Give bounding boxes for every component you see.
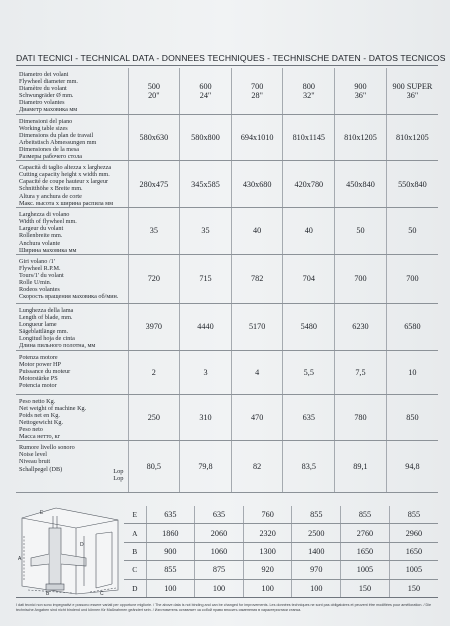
spec-value: 470 — [251, 412, 264, 422]
spec-value: 430x680 — [242, 179, 272, 189]
spec-value: 28" — [251, 90, 263, 100]
spec-label-line: Puissance du moteur — [19, 367, 71, 375]
spec-label-line: Giri volano /1' — [19, 257, 55, 265]
dimension-row — [124, 579, 438, 597]
spec-value-cell — [283, 441, 335, 493]
spec-label-line: Schallpegel (DB) — [19, 465, 63, 473]
spec-value: 10 — [408, 367, 417, 377]
dimension-value: 1400 — [292, 542, 341, 560]
spec-value-cell — [231, 161, 283, 208]
spec-row — [16, 303, 438, 350]
spec-label-line: Length of blade, mm. — [19, 313, 73, 321]
spec-value: 810x1205 — [344, 132, 377, 142]
spec-label-line: Dimensioni del piano — [19, 117, 73, 125]
spec-label-line: Schwungräder Ø mm. — [19, 92, 74, 100]
title-rule — [16, 65, 438, 66]
spec-value-cell — [128, 254, 180, 303]
dimension-row — [124, 524, 438, 542]
dimension-value: 875 — [195, 561, 244, 579]
spec-label-line: Larghezza di volano — [19, 211, 70, 219]
spec-label-line: Длина пильного полотна, мм — [19, 342, 96, 350]
dimension-value: 2500 — [292, 524, 341, 542]
spec-value: 80,5 — [146, 462, 161, 472]
spec-label-line: Peso netto Kg. — [19, 397, 56, 405]
spec-value-cell — [335, 68, 387, 114]
dimension-value: 970 — [292, 561, 341, 579]
dimension-value: 1300 — [243, 542, 292, 560]
spec-value-cell — [231, 208, 283, 255]
spec-label-line: Размеры рабочего стола — [19, 153, 83, 161]
spec-value: 4440 — [197, 322, 214, 332]
spec-value-cell — [128, 161, 180, 208]
band-saw-diagram — [16, 506, 124, 596]
spec-value-cell — [283, 114, 335, 161]
spec-value: 35 — [149, 226, 158, 236]
dimension-value: 2060 — [195, 524, 244, 542]
spec-value: 89,1 — [353, 462, 368, 472]
spec-label-line: Potenza motore — [19, 353, 58, 361]
dimension-value: 150 — [341, 579, 390, 597]
spec-value: 40 — [253, 226, 262, 236]
dimension-value: 1860 — [146, 524, 195, 542]
spec-value-cell — [180, 68, 232, 114]
dimension-key: B — [124, 542, 146, 560]
spec-value-cell — [128, 394, 180, 441]
footnote: I dati tecnici non sono impegnativi e possono essere variati per opportune migliorie. / The above data is not binding and can be changed for improvements. Les données techniques ne sont pas obligatoires et peuvent être modifiées pour amélioration. / Die technische Angaben sind nicht bindend und können für Maßnahmen geändert sein. / Изготовитель оставляет за собой право вносить изменения в характеристики станка. — [16, 603, 432, 612]
spec-value-cell — [283, 254, 335, 303]
spec-row — [16, 161, 438, 208]
spec-value: 36" — [354, 90, 367, 100]
spec-label-line: Lunghezza della lama — [19, 306, 74, 314]
spec-value: 83,5 — [301, 462, 316, 472]
spec-value-cell — [386, 350, 438, 394]
spec-label-line: Rolle U/min. — [19, 278, 52, 286]
spec-value: 720 — [147, 274, 160, 284]
dimension-row — [124, 506, 438, 524]
dimension-value: 1650 — [341, 542, 390, 560]
spec-value-cell — [180, 394, 232, 441]
spec-row — [16, 350, 438, 394]
spec-value: 635 — [302, 412, 315, 422]
spec-label-line: Diamètre du volant — [19, 85, 67, 93]
spec-value-cell — [180, 441, 232, 493]
dimension-value: 855 — [292, 506, 341, 524]
spec-value-cell — [335, 208, 387, 255]
dimension-value: 100 — [195, 579, 244, 597]
spec-row — [16, 68, 438, 114]
spec-value: 5170 — [248, 322, 266, 332]
spec-value-cell — [231, 350, 283, 394]
spec-row — [16, 114, 438, 161]
spec-label-line: Longitud hoja de cinta — [19, 335, 75, 343]
spec-row — [16, 394, 438, 441]
spec-label-line: Nettogewicht Kg. — [19, 418, 63, 426]
spec-value: 580x800 — [191, 132, 220, 142]
spec-value: 704 — [302, 274, 315, 284]
spec-label-line: Motor power HP — [19, 360, 61, 368]
spec-value-cell — [231, 68, 283, 114]
spec-label-line: Width of flywheel mm. — [19, 218, 77, 226]
spec-value: 2 — [151, 367, 156, 377]
spec-label-line: Diametro dei volani — [19, 71, 69, 78]
spec-value: 345x585 — [191, 179, 220, 189]
lop-label: Lop — [113, 468, 124, 476]
dimension-value: 1060 — [195, 542, 244, 560]
spec-value-cell — [386, 394, 438, 441]
dimension-value: 760 — [243, 506, 292, 524]
spec-value-cell — [386, 161, 438, 208]
spec-value: 50 — [408, 226, 417, 236]
spec-value: 32" — [303, 90, 315, 100]
spec-value-cell — [335, 114, 387, 161]
dimension-key: C — [124, 561, 146, 579]
dimension-value: 2320 — [243, 524, 292, 542]
spec-value: 700 — [406, 274, 419, 284]
dimension-value: 2960 — [389, 524, 438, 542]
footer-rule — [16, 597, 438, 598]
spec-value: 50 — [356, 226, 365, 236]
spec-value-cell — [128, 114, 180, 161]
spec-label-cell — [16, 68, 128, 114]
diagram-label-e: E — [40, 510, 44, 516]
spec-value: 94,8 — [405, 462, 420, 472]
spec-value-cell — [283, 303, 335, 350]
spec-value-cell — [283, 161, 335, 208]
spec-value-cell — [231, 394, 283, 441]
spec-value-cell — [128, 441, 180, 493]
spec-value-cell — [231, 441, 283, 493]
spec-label-line: Poids net en Kg. — [19, 411, 60, 419]
dimension-value: 855 — [146, 561, 195, 579]
dimension-value: 635 — [146, 506, 195, 524]
spec-value-cell — [180, 303, 232, 350]
spec-label-line: Rumore livello sonoro — [19, 444, 75, 452]
dimension-key: E — [124, 506, 146, 524]
spec-value: 3970 — [145, 322, 163, 332]
spec-value-cell — [386, 254, 438, 303]
spec-value: 580x630 — [139, 132, 169, 142]
spec-value-cell — [283, 394, 335, 441]
technical-data-table — [16, 68, 438, 493]
spec-label-line: Rollenbreite mm. — [19, 232, 63, 240]
spec-value-cell — [180, 161, 232, 208]
dimension-value: 100 — [146, 579, 195, 597]
spec-label-line: Working table sizes — [19, 124, 68, 132]
spec-label-line: Dimensiones de la mesa — [19, 145, 79, 153]
spec-value-cell — [386, 303, 438, 350]
spec-label-line: Largeur du volant — [19, 225, 64, 233]
spec-value: 900 — [354, 81, 367, 91]
spec-label-line: Rodeos volantes — [19, 286, 60, 294]
spec-value-cell — [386, 114, 438, 161]
spec-label-line: Ширина маховика мм — [19, 246, 77, 254]
dimension-key: D — [124, 579, 146, 597]
spec-value: 6580 — [404, 322, 421, 332]
spec-value-cell — [180, 254, 232, 303]
dimension-value: 855 — [389, 506, 438, 524]
dimension-row — [124, 542, 438, 560]
spec-value: 800 — [302, 81, 315, 91]
spec-value: 700 — [354, 274, 367, 284]
spec-label-line: Tours/1' du volant — [19, 271, 64, 279]
spec-value-cell — [128, 208, 180, 255]
spec-value-cell — [180, 350, 232, 394]
spec-value: 450x840 — [346, 179, 375, 189]
spec-label-line: Скорость вращения маховика об/мин. — [19, 293, 119, 301]
spec-value: 82 — [253, 462, 262, 472]
spec-value: 694x1010 — [240, 132, 274, 142]
spec-value-cell — [335, 161, 387, 208]
spec-row — [16, 441, 438, 493]
spec-value: 810x1205 — [396, 132, 429, 142]
dimension-key: A — [124, 524, 146, 542]
spec-label-line: Niveau bruit — [19, 458, 51, 466]
spec-value: 310 — [199, 412, 212, 422]
spec-label-line: Capacité de coupe hauteur x largeur — [19, 178, 109, 186]
spec-label-line: Масса нетто, кг — [19, 433, 61, 441]
dimension-value: 635 — [195, 506, 244, 524]
spec-label-cell — [16, 114, 128, 161]
spec-value-cell — [128, 350, 180, 394]
spec-value: 280x475 — [139, 179, 169, 189]
spec-value: 20" — [148, 90, 160, 100]
spec-label-line: Motorstärke PS — [19, 374, 58, 382]
spec-value: 420x780 — [294, 179, 324, 189]
spec-value: 500 — [147, 81, 160, 91]
spec-label-cell — [16, 208, 128, 255]
spec-value: 4 — [255, 367, 260, 377]
spec-label-cell — [16, 303, 128, 350]
spec-value: 6230 — [352, 322, 369, 332]
spec-label-line: Peso neto — [19, 426, 43, 434]
dimension-value: 1005 — [389, 561, 438, 579]
spec-label-line: Longueur lame — [19, 320, 57, 328]
spec-row — [16, 208, 438, 255]
spec-value-cell — [180, 208, 232, 255]
spec-value: 250 — [147, 412, 160, 422]
spec-label-cell — [16, 441, 128, 493]
spec-value: 5480 — [300, 322, 317, 332]
spec-label-line: Altura y anchura de corte — [19, 192, 82, 200]
spec-value: 36" — [406, 90, 419, 100]
spec-value-cell — [283, 68, 335, 114]
spec-label-line: Arbeitstisch Abmessungen mm — [19, 138, 97, 146]
spec-label-cell — [16, 254, 128, 303]
spec-value: 35 — [201, 226, 210, 236]
spec-value-cell — [335, 441, 387, 493]
dimension-value: 100 — [292, 579, 341, 597]
spec-value-cell — [386, 68, 438, 114]
spec-label-line: Diametro volantes — [19, 99, 65, 107]
spec-value: 850 — [406, 412, 419, 422]
dimension-value: 1005 — [341, 561, 390, 579]
spec-label-line: Flywheel R.P.M. — [19, 264, 61, 272]
spec-label-line: Noise level — [19, 451, 48, 459]
spec-value: 900 SUPER — [392, 81, 433, 91]
spec-value-cell — [335, 394, 387, 441]
spec-value: 7,5 — [355, 367, 366, 377]
spec-value: 79,8 — [198, 462, 213, 472]
spec-value-cell — [335, 303, 387, 350]
spec-row — [16, 254, 438, 303]
spec-label-cell — [16, 161, 128, 208]
spec-value: 780 — [354, 412, 367, 422]
spec-value-cell — [386, 441, 438, 493]
spec-label-line: Диаметр маховика мм — [19, 106, 78, 114]
dimension-value: 100 — [243, 579, 292, 597]
dimension-value: 2760 — [341, 524, 390, 542]
spec-value: 600 — [199, 81, 212, 91]
spec-value: 700 — [251, 81, 264, 91]
spec-label-line: Cutting capacity height x width mm. — [19, 171, 110, 179]
spec-value: 810x1145 — [292, 132, 326, 142]
spec-value: 40 — [304, 226, 313, 236]
spec-value-cell — [335, 350, 387, 394]
spec-value-cell — [386, 208, 438, 255]
dimension-value: 900 — [146, 542, 195, 560]
diagram-label-c: C — [100, 591, 104, 596]
spec-label-line: Capacità di taglio altezza x larghezza — [19, 164, 112, 172]
spec-value: 5,5 — [303, 367, 314, 377]
lop-label: Lop — [113, 475, 124, 483]
spec-label-line: Dimensions du plan de travail — [19, 131, 94, 139]
spec-value: 715 — [199, 274, 212, 284]
spec-value-cell — [128, 303, 180, 350]
dimensions-table — [124, 506, 438, 598]
dimension-value: 150 — [389, 579, 438, 597]
dimension-value: 855 — [341, 506, 390, 524]
diagram-label-a: A — [18, 556, 22, 562]
spec-label-line: Sägeblattlänge mm. — [19, 327, 69, 335]
spec-label-cell — [16, 350, 128, 394]
diagram-label-d: D — [80, 542, 84, 548]
dimension-value: 1650 — [389, 542, 438, 560]
spec-label-line: Schnitthöhe x Breite mm. — [19, 185, 83, 193]
spec-label-line: Макс. высота х ширина распила мм — [19, 199, 113, 207]
spec-value-cell — [231, 114, 283, 161]
spec-value-cell — [231, 254, 283, 303]
spec-value: 550x840 — [398, 179, 427, 189]
spec-value-cell — [283, 350, 335, 394]
diagram-label-b: B — [46, 591, 50, 596]
spec-value: 3 — [203, 367, 208, 377]
spec-value-cell — [283, 208, 335, 255]
spec-value-cell — [231, 303, 283, 350]
spec-label-cell — [16, 394, 128, 441]
spec-label-line: Flywheel diameter mm. — [19, 78, 78, 86]
spec-value-cell — [335, 254, 387, 303]
spec-value-cell — [180, 114, 232, 161]
spec-label-line: Potencia motor — [19, 382, 57, 390]
spec-value: 782 — [251, 274, 264, 284]
spec-label-line: Anchura volante — [19, 239, 61, 247]
dimension-row — [124, 561, 438, 579]
dimension-value: 920 — [243, 561, 292, 579]
spec-value-cell — [128, 68, 180, 114]
spec-label-line: Net weight of machine Kg. — [19, 404, 87, 412]
page-title: DATI TECNICI - TECHNICAL DATA - DONNEES TECHNIQUES - TECHNISCHE DATEN - DATOS TECNICOS — [16, 53, 446, 63]
spec-value: 24" — [199, 90, 212, 100]
